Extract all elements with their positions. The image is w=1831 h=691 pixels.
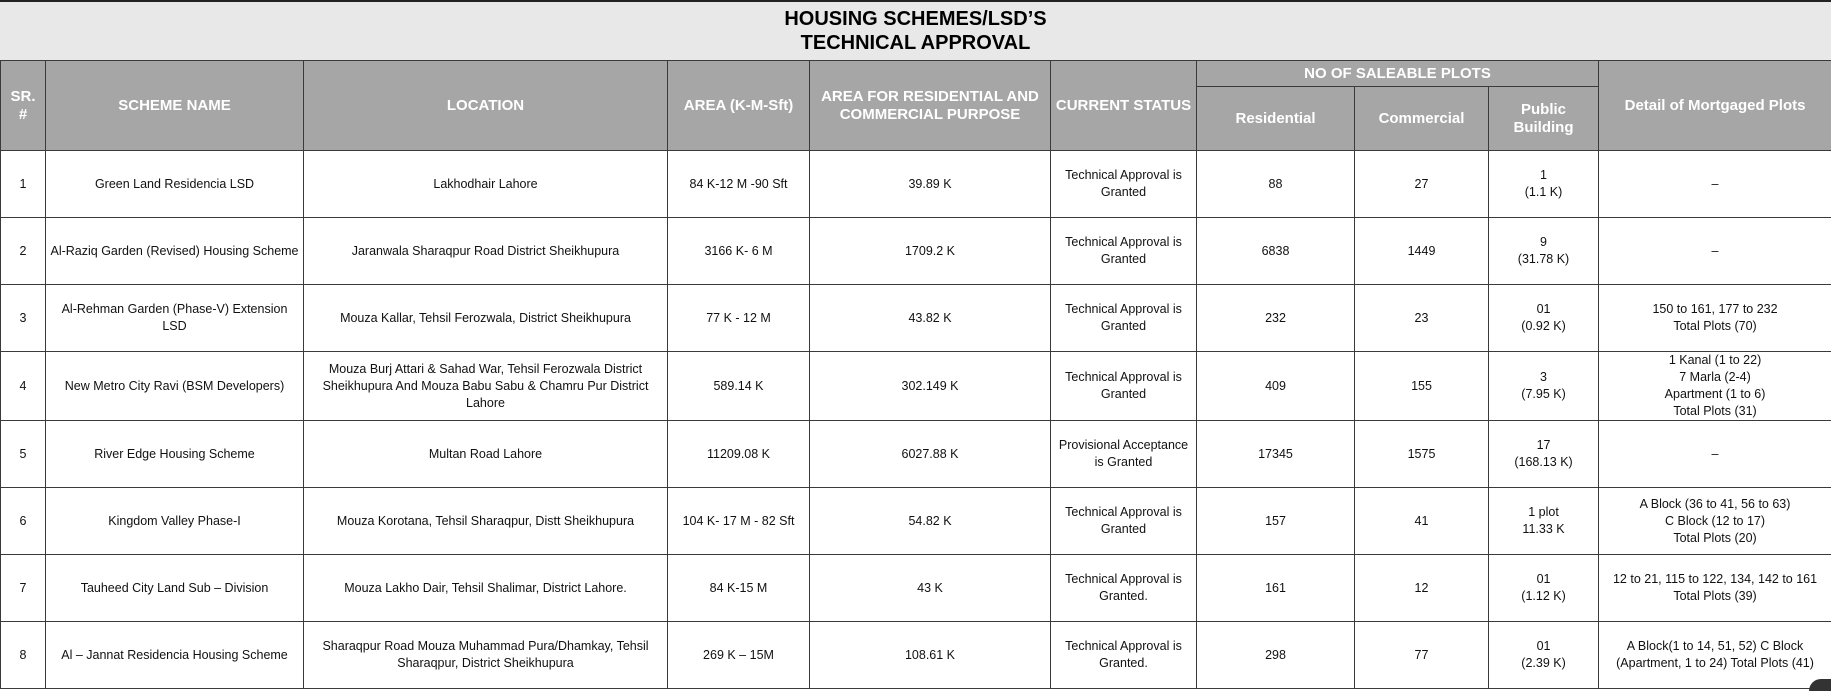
cell-scheme: Al-Raziq Garden (Revised) Housing Scheme <box>46 218 304 285</box>
cell-commercial: 1449 <box>1355 218 1489 285</box>
cell-public: 1 plot 11.33 K <box>1489 488 1599 555</box>
cell-status: Technical Approval is Granted <box>1051 488 1197 555</box>
cell-area: 84 K-15 M <box>668 555 810 622</box>
title-line-2: TECHNICAL APPROVAL <box>800 32 1031 54</box>
header-location: LOCATION <box>304 61 668 151</box>
cell-mortgaged: 150 to 161, 177 to 232 Total Plots (70) <box>1599 285 1831 352</box>
cell-scheme: Al – Jannat Residencia Housing Scheme <box>46 622 304 689</box>
cell-area-rc: 108.61 K <box>810 622 1051 689</box>
cell-mortgaged: – <box>1599 218 1831 285</box>
cell-residential: 157 <box>1197 488 1355 555</box>
header-saleable-plots: NO OF SALEABLE PLOTS <box>1197 61 1599 87</box>
header-residential: Residential <box>1197 87 1355 151</box>
cell-location: Jaranwala Sharaqpur Road District Sheikhupura <box>304 218 668 285</box>
header-area: AREA (K-M-Sft) <box>668 61 810 151</box>
cell-residential: 409 <box>1197 352 1355 421</box>
cell-location: Lakhodhair Lahore <box>304 151 668 218</box>
cell-public: 01 (1.12 K) <box>1489 555 1599 622</box>
cell-mortgaged: A Block (36 to 41, 56 to 63) C Block (12 to 17) Total Plots (20) <box>1599 488 1831 555</box>
cell-sr: 2 <box>1 218 46 285</box>
cell-status: Technical Approval is Granted. <box>1051 555 1197 622</box>
cell-area: 589.14 K <box>668 352 810 421</box>
schemes-table <box>0 60 1831 689</box>
cell-status: Provisional Acceptance is Granted <box>1051 421 1197 488</box>
table-row <box>1 421 1831 488</box>
cell-residential: 88 <box>1197 151 1355 218</box>
cell-scheme: Tauheed City Land Sub – Division <box>46 555 304 622</box>
cell-location: Sharaqpur Road Mouza Muhammad Pura/Dhamkay, Tehsil Sharaqpur, District Sheikhupura <box>304 622 668 689</box>
title-line-1: HOUSING SCHEMES/LSD’S <box>784 8 1047 30</box>
cell-mortgaged: – <box>1599 151 1831 218</box>
table-row <box>1 218 1831 285</box>
cell-commercial: 27 <box>1355 151 1489 218</box>
cell-location: Mouza Kallar, Tehsil Ferozwala, District Sheikhupura <box>304 285 668 352</box>
cell-area: 77 K - 12 M <box>668 285 810 352</box>
cell-area-rc: 54.82 K <box>810 488 1051 555</box>
header-area-res-com: AREA FOR RESIDENTIAL AND COMMERCIAL PURPOSE <box>810 61 1051 151</box>
cell-area-rc: 302.149 K <box>810 352 1051 421</box>
table-row <box>1 622 1831 689</box>
cell-area: 269 K – 15M <box>668 622 810 689</box>
cell-sr: 6 <box>1 488 46 555</box>
header-mortgaged: Detail of Mortgaged Plots <box>1599 61 1831 151</box>
cell-public: 9 (31.78 K) <box>1489 218 1599 285</box>
cell-location: Mouza Burj Attari & Sahad War, Tehsil Ferozwala District Sheikhupura And Mouza Babu Sabu & Chamru Pur District Lahore <box>304 352 668 421</box>
cell-scheme: Green Land Residencia LSD <box>46 151 304 218</box>
header-scheme-name: SCHEME NAME <box>46 61 304 151</box>
cell-commercial: 1575 <box>1355 421 1489 488</box>
cell-residential: 161 <box>1197 555 1355 622</box>
cell-status: Technical Approval is Granted. <box>1051 622 1197 689</box>
cell-residential: 17345 <box>1197 421 1355 488</box>
cell-public: 3 (7.95 K) <box>1489 352 1599 421</box>
table-row <box>1 285 1831 352</box>
cell-scheme: New Metro City Ravi (BSM Developers) <box>46 352 304 421</box>
header-commercial: Commercial <box>1355 87 1489 151</box>
title-bar <box>0 0 1831 60</box>
table-row <box>1 151 1831 218</box>
cell-status: Technical Approval is Granted <box>1051 352 1197 421</box>
cell-area: 11209.08 K <box>668 421 810 488</box>
cell-area-rc: 6027.88 K <box>810 421 1051 488</box>
cell-public: 01 (0.92 K) <box>1489 285 1599 352</box>
cell-sr: 4 <box>1 352 46 421</box>
cell-mortgaged: A Block(1 to 14, 51, 52) C Block (Apartment, 1 to 24) Total Plots (41) <box>1599 622 1831 689</box>
cell-public: 01 (2.39 K) <box>1489 622 1599 689</box>
cell-area-rc: 43.82 K <box>810 285 1051 352</box>
cell-residential: 232 <box>1197 285 1355 352</box>
cell-status: Technical Approval is Granted <box>1051 218 1197 285</box>
cell-scheme: Al-Rehman Garden (Phase-V) Extension LSD <box>46 285 304 352</box>
cell-scheme: River Edge Housing Scheme <box>46 421 304 488</box>
table-row <box>1 555 1831 622</box>
cell-sr: 1 <box>1 151 46 218</box>
header-public-building: Public Building <box>1489 87 1599 151</box>
cell-mortgaged: – <box>1599 421 1831 488</box>
cell-mortgaged: 12 to 21, 115 to 122, 134, 142 to 161 Total Plots (39) <box>1599 555 1831 622</box>
cell-status: Technical Approval is Granted <box>1051 285 1197 352</box>
cell-area: 3166 K- 6 M <box>668 218 810 285</box>
cell-sr: 3 <box>1 285 46 352</box>
cell-commercial: 41 <box>1355 488 1489 555</box>
cell-commercial: 77 <box>1355 622 1489 689</box>
cell-commercial: 155 <box>1355 352 1489 421</box>
cell-sr: 7 <box>1 555 46 622</box>
cell-area-rc: 43 K <box>810 555 1051 622</box>
cell-residential: 6838 <box>1197 218 1355 285</box>
cell-location: Multan Road Lahore <box>304 421 668 488</box>
cell-area: 84 K-12 M -90 Sft <box>668 151 810 218</box>
cell-public: 17 (168.13 K) <box>1489 421 1599 488</box>
cell-sr: 8 <box>1 622 46 689</box>
cell-scheme: Kingdom Valley Phase-I <box>46 488 304 555</box>
cell-area-rc: 39.89 K <box>810 151 1051 218</box>
header-current-status: CURRENT STATUS <box>1051 61 1197 151</box>
header-sr: SR. # <box>1 61 46 151</box>
cell-public: 1 (1.1 K) <box>1489 151 1599 218</box>
cell-area: 104 K- 17 M - 82 Sft <box>668 488 810 555</box>
cell-commercial: 23 <box>1355 285 1489 352</box>
cell-mortgaged: 1 Kanal (1 to 22) 7 Marla (2-4) Apartment (1 to 6) Total Plots (31) <box>1599 352 1831 421</box>
table-row <box>1 352 1831 421</box>
table-row <box>1 488 1831 555</box>
cell-area-rc: 1709.2 K <box>810 218 1051 285</box>
cell-commercial: 12 <box>1355 555 1489 622</box>
cell-status: Technical Approval is Granted <box>1051 151 1197 218</box>
cell-location: Mouza Lakho Dair, Tehsil Shalimar, District Lahore. <box>304 555 668 622</box>
cell-sr: 5 <box>1 421 46 488</box>
cell-location: Mouza Korotana, Tehsil Sharaqpur, Distt Sheikhupura <box>304 488 668 555</box>
cell-residential: 298 <box>1197 622 1355 689</box>
